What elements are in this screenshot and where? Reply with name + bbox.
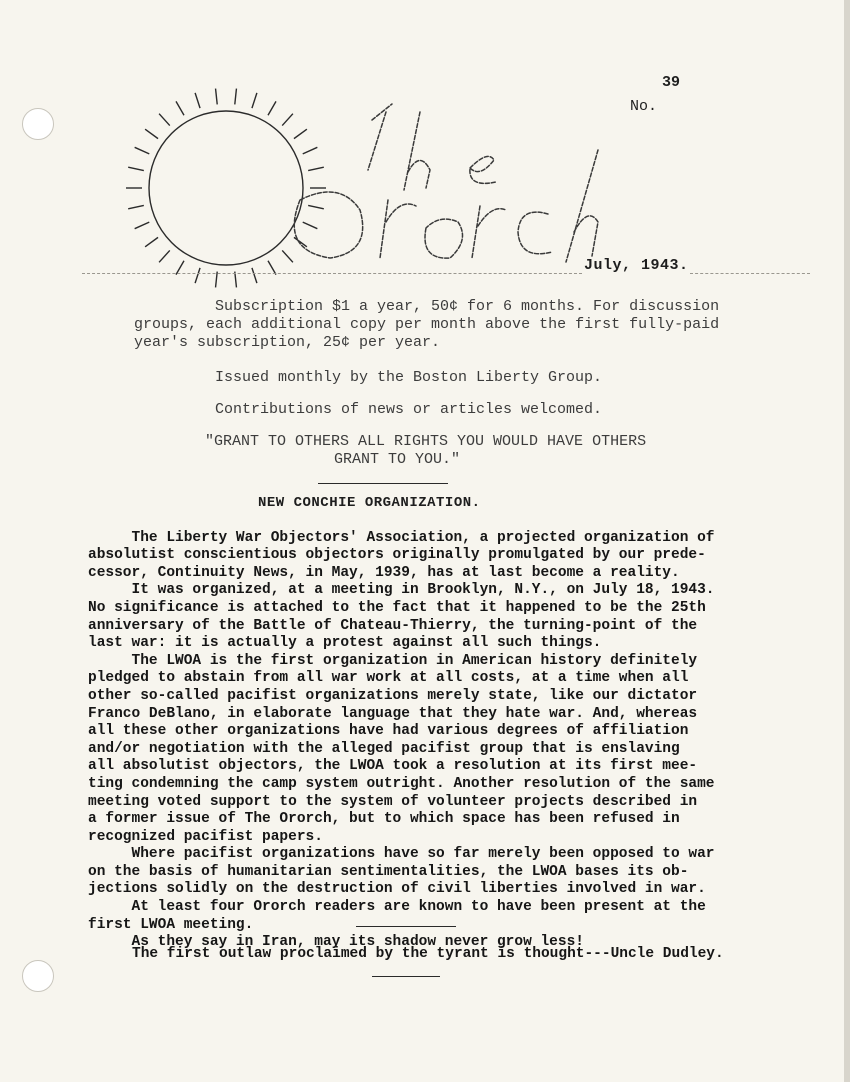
sun-ray	[294, 129, 307, 138]
section-rule-bottom	[372, 976, 440, 977]
subscription-line-3: year's subscription, 25¢ per year.	[134, 334, 441, 351]
sun-ray	[308, 205, 324, 208]
sun-ray	[282, 114, 293, 126]
closing-quote: The first outlaw proclaimed by the tyrant is thought---Uncle Dudley.	[132, 946, 724, 962]
article-line: ting condemning the camp system outright. Another resolution of the same	[88, 775, 715, 792]
sun-ray	[135, 147, 150, 154]
article-line: As they say in Iran, may its shadow never grow less!	[88, 934, 584, 951]
article-line: jections solidly on the destruction of civil liberties involved in war.	[88, 881, 706, 898]
sun-ray	[303, 222, 318, 229]
article-line: At least four Ororch readers are known to have been present at the	[88, 899, 706, 916]
subscription-line-2: groups, each additional copy per month above the first fully-paid	[134, 316, 720, 333]
sun-ray	[145, 237, 158, 246]
article-line: meeting voted support to the system of volunteer projects described in	[88, 793, 698, 810]
sun-ray	[128, 167, 144, 170]
article-line: and/or negotiation with the alleged pacifist group that is enslaving	[88, 740, 680, 757]
title-lettering	[294, 104, 598, 262]
article-line: all absolutist objectors, the LWOA took a resolution at its first mee-	[88, 758, 698, 775]
sun-ray	[135, 222, 150, 229]
sun-ray	[145, 129, 158, 138]
issue-date: July, 1943.	[584, 257, 689, 274]
punch-hole-bottom	[22, 960, 54, 992]
masthead	[0, 0, 850, 300]
article-line: It was organized, at a meeting in Brooklyn, N.Y., on July 18, 1943.	[88, 582, 715, 599]
article-line: first LWOA meeting.	[88, 916, 254, 933]
sun-ray	[176, 101, 184, 115]
motto-line-1: "GRANT TO OTHERS ALL RIGHTS YOU WOULD HAVE OTHERS	[205, 433, 647, 450]
section-rule-middle	[356, 926, 456, 927]
article-line: absolutist conscientious objectors originally promulgated by our prede-	[88, 547, 706, 564]
article-headline: NEW CONCHIE ORGANIZATION.	[258, 495, 481, 511]
sun-ray	[282, 250, 293, 262]
article-line: Franco DeBlano, in elaborate language that they hate war. And, whereas	[88, 705, 698, 722]
sun-ray	[159, 250, 170, 262]
subscription-line-1: Subscription $1 a year, 50¢ for 6 months. For discussion	[215, 298, 720, 315]
sun-ray	[159, 114, 170, 126]
article-line: recognized pacifist papers.	[88, 828, 323, 845]
masthead-divider	[82, 273, 582, 274]
article-line: The LWOA is the first organization in American history definitely	[88, 652, 698, 669]
sun-ray	[195, 93, 200, 108]
issue-number-label: No.	[630, 98, 658, 115]
sun-ray	[252, 268, 257, 283]
issued-by: Issued monthly by the Boston Liberty Group.	[215, 369, 603, 386]
article-line: on the basis of humanitarian sentimentalities, the LWOA bases its ob-	[88, 863, 689, 880]
masthead-divider-right	[690, 273, 810, 274]
section-rule-top	[318, 483, 448, 484]
article-line: last war: it is actually a protest against all such things.	[88, 635, 602, 652]
masthead-art	[0, 0, 850, 300]
article-line: The Liberty War Objectors' Association, a projected organization of	[88, 529, 715, 546]
sun-ray	[268, 101, 276, 115]
article-line: pledged to abstain from all war work at all costs, at a time when all	[88, 670, 689, 687]
article-line: cessor, Continuity News, in May, 1939, has at last become a reality.	[88, 564, 680, 581]
article-body	[88, 512, 715, 952]
article-line: all these other organizations have had various degrees of affiliation	[88, 723, 689, 740]
article-line: other so-called pacifist organizations merely state, like our dictator	[88, 687, 698, 704]
sun-ray	[216, 89, 218, 105]
sun-ray	[195, 268, 200, 283]
sun-ray	[308, 167, 324, 170]
article-line: a former issue of The Ororch, but to which space has been refused in	[88, 811, 680, 828]
sun-ray	[128, 205, 144, 208]
article-line: No significance is attached to the fact that it happened to be the 25th	[88, 599, 706, 616]
sun-icon	[126, 89, 326, 288]
sun-ray	[235, 89, 237, 105]
motto-line-2: GRANT TO YOU."	[334, 451, 461, 468]
sun-ray	[294, 237, 307, 246]
sun-ray	[252, 93, 257, 108]
article-line: Where pacifist organizations have so far merely been opposed to war	[88, 846, 715, 863]
issue-number: 39	[662, 74, 681, 91]
contributions-note: Contributions of news or articles welcomed.	[215, 401, 603, 418]
article-line: anniversary of the Battle of Chateau-Thierry, the turning-point of the	[88, 617, 698, 634]
sun-ray	[303, 147, 318, 154]
